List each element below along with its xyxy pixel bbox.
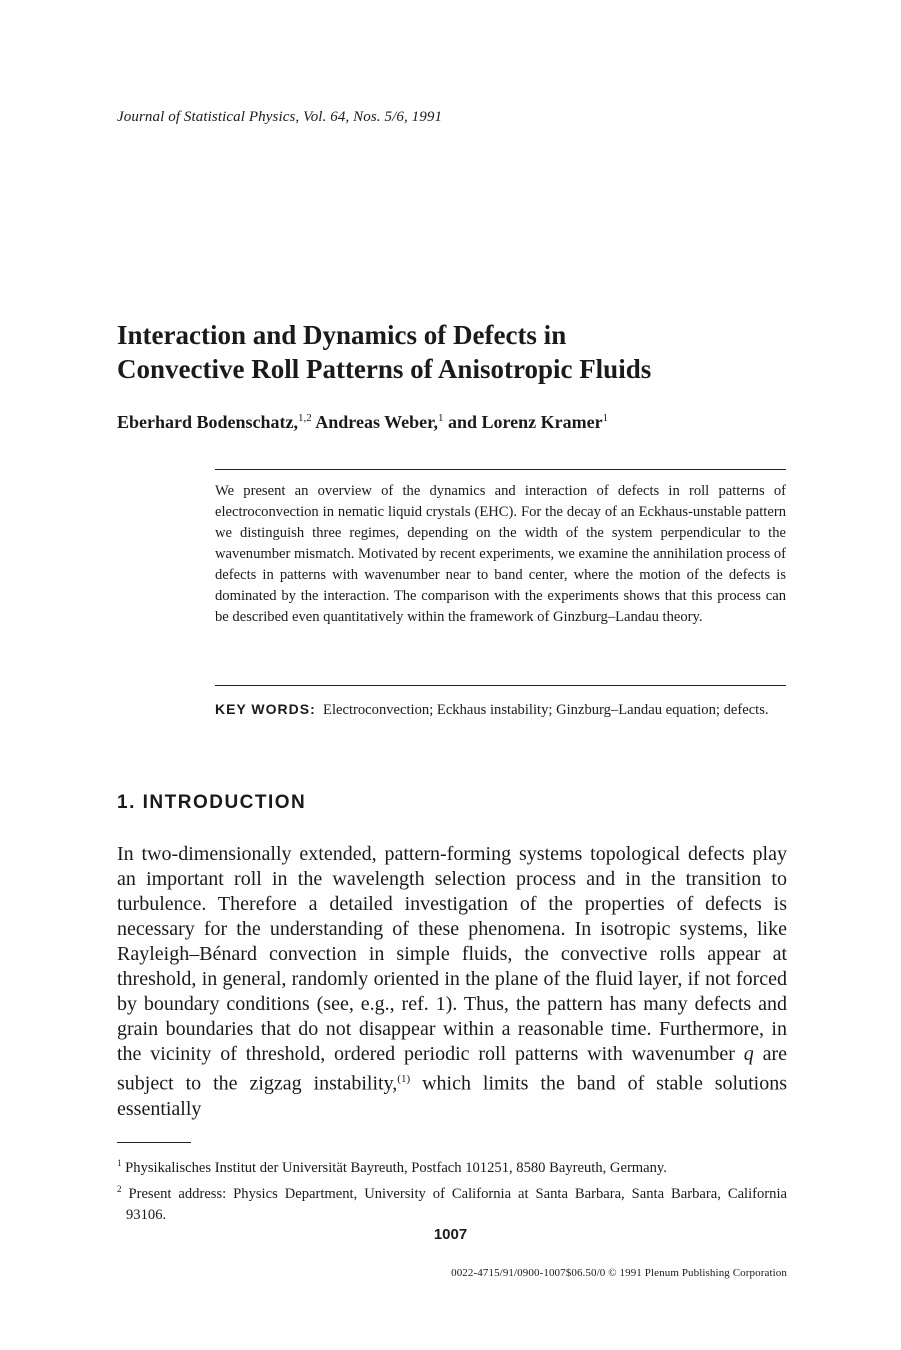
math-symbol-q: q [743,1043,754,1065]
paragraph-text: are subject to the zigzag instability, [117,1043,788,1095]
page-number: 1007 [433,1226,468,1243]
keywords-label: KEY WORDS: [215,701,316,717]
article-title [117,318,817,386]
copyright-line: 0022-4715/91/0900-1007$06.50/0 © 1991 Plenum Publishing Corporation [451,1267,787,1279]
author-affiliation: 1,2 [298,412,312,424]
footnote-text: Physikalisches Institut der Universität Bayreuth, Postfach 101251, 8580 Bayreuth, Germany. [125,1159,667,1176]
journal-citation: Journal of Statistical Physics, Vol. 64, Nos. 5/6, 1991 [117,109,443,125]
author-separator: and [443,412,482,432]
author-name: Eberhard Bodenschatz, [117,412,299,432]
footnote-mark: 2 [117,1183,122,1194]
paragraph-text: which limits the band of stable solutions essentially [117,1072,788,1120]
introduction-paragraph [117,842,787,1122]
author-affiliation: 1 [437,412,444,424]
author-affiliation: 1 [602,412,609,424]
footnote-2 [117,1179,787,1226]
abstract-top-rule [215,469,786,470]
footnote-1 [117,1153,787,1179]
section-heading: 1. INTRODUCTION [117,792,307,813]
author-list [117,412,608,433]
author-name: Andreas Weber, [315,412,438,432]
title-line-2: Convective Roll Patterns of Anisotropic Fluids [117,354,652,384]
footnote-mark: 1 [117,1158,122,1168]
abstract: We present an overview of the dynamics and interaction of defects in roll patterns of electroconvection in nematic liquid crystals (EHC). For the decay of an Eckhaus-unstable pattern we distinguish three regimes, depending on the width of the system perpendicular to the wavenumber mismatch. Motivated by recent experiments, we examine the annihilation process of defects in patterns with wavenumber near to band center, where the motion of the defects is dominated by the interaction. The comparison with the experiments shows that this process can be described even quantitatively within the framework of Ginzburg–Landau theory. [215,483,787,625]
keywords [215,699,786,721]
title-line-1: Interaction and Dynamics of Defects in [117,320,567,350]
footnotes [117,1153,787,1226]
citation-ref: (1) [397,1073,411,1085]
author-name: Lorenz Kramer [481,412,603,432]
footnote-text: Present address: Physics Department, University of California at Santa Barbara, Santa Barbara, California 93106. [126,1185,787,1223]
abstract-bottom-rule [215,685,786,686]
keywords-text: Electroconvection; Eckhaus instability; Ginzburg–Landau equation; defects. [323,702,769,718]
paragraph-text: In two-dimensionally extended, pattern-forming systems topological defects play an important roll in the wavelength selection process and in the transition to turbulence. Therefore a detailed investigation of the properties of defects is necessary for the understanding of these phenomena. In isotropic systems, like Rayleigh–Bénard convection in simple fluids, the convective rolls appear at threshold, in general, randomly oriented in the plane of the fluid layer, if not forced by boundary conditions (see, e.g., ref. 1). Thus, the pattern has many defects and grain boundaries that do not disappear within a reasonable time. Furthermore, in the vicinity of threshold, ordered periodic roll patterns with wavenumber [117,843,787,1065]
footnote-rule [117,1142,191,1143]
